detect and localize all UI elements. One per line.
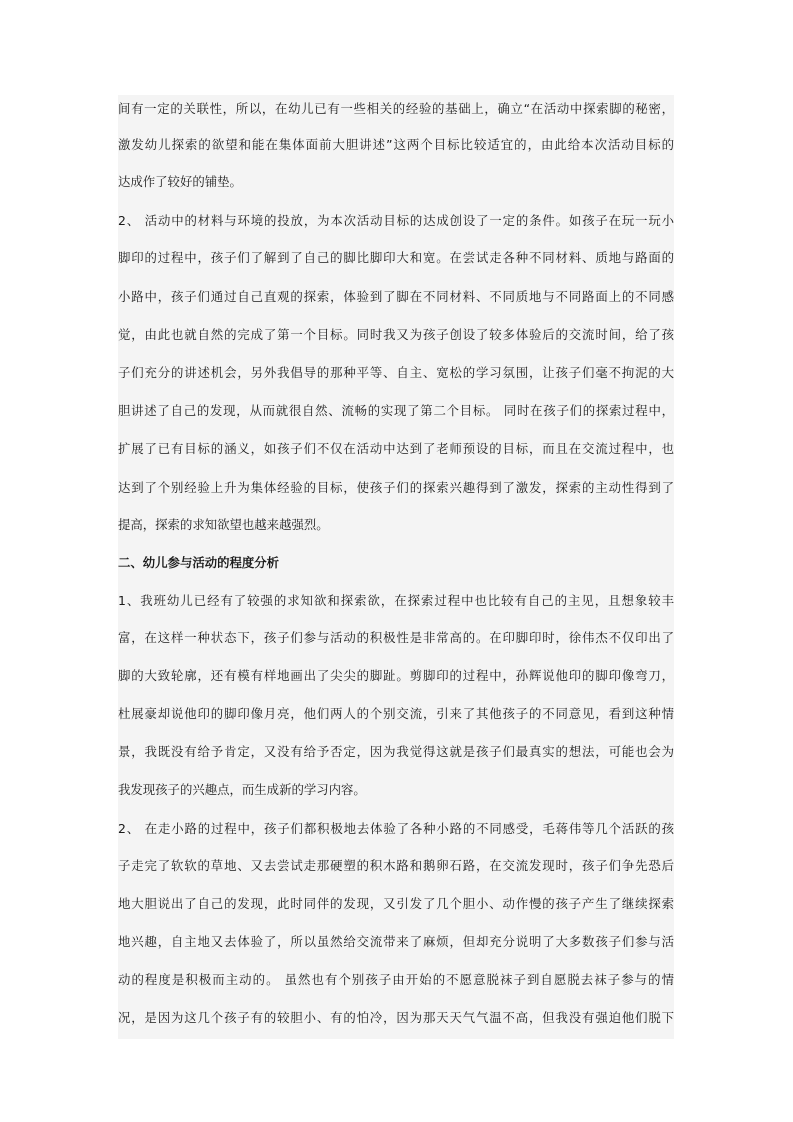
text-line: 胆讲述了自己的发现，从而就很自然、流畅的实现了第二个目标。 同时在孩子们的探索过程中，	[118, 403, 674, 418]
text-line: 脚印的过程中，孩子们了解到了自己的脚比脚印大和宽。在尝试走各种不同材料、质地与路面的	[118, 250, 674, 265]
text-line: 间有一定的关联性，所以，在幼儿已有一些相关的经验的基础上，确立“在活动中探索脚的秘密，	[118, 101, 674, 116]
text-line: 杜展豪却说他印的脚印像月亮，他们两人的个别交流，引来了其他孩子的不同意见，看到这种情	[118, 706, 674, 721]
text-line: 景，我既没有给予肯定，又没有给予否定，因为我觉得这就是孩子们最真实的想法，可能也会为	[118, 744, 674, 759]
text-line: 地大胆说出了自己的发现，此时同伴的发现，又引发了几个胆小、动作慢的孩子产生了继续探索	[118, 896, 674, 911]
text-line: 子走完了软软的草地、又去尝试走那硬塑的积木路和鹅卵石路，在交流发现时，孩子们争先恐后	[118, 858, 674, 873]
text-line: 子们充分的讲述机会，另外我倡导的那种平等、自主、宽松的学习氛围，让孩子们毫不拘泥的大	[118, 365, 674, 380]
text-line: 1、我班幼儿已经有了较强的求知欲和探索欲，在探索过程中也比较有自己的主见，且想象较丰	[118, 593, 674, 608]
text-line: 觉，由此也就自然的完成了第一个目标。同时我又为孩子创设了较多体验后的交流时间，给了孩	[118, 327, 674, 342]
text-line: 激发幼儿探索的欲望和能在集体面前大胆讲述”这两个目标比较适宜的，由此给本次活动目标的	[118, 137, 674, 152]
text-line: 提高，探索的求知欲望也越来越强烈。	[118, 517, 329, 532]
text-line: 动的程度是积极而主动的。 虽然也有个别孩子由开始的不愿意脱袜子到自愿脱去袜子参与的情	[118, 972, 674, 987]
text-line: 达到了个别经验上升为集体经验的目标，使孩子们的探索兴趣得到了激发，探索的主动性得到了	[118, 480, 674, 495]
text-line: 2、 活动中的材料与环境的投放，为本次活动目标的达成创设了一定的条件。如孩子在玩一玩小	[118, 213, 674, 228]
text-line: 况，是因为这几个孩子有的较胆小、有的怕冷，因为那天天气气温不高，但我没有强迫他们脱下	[118, 1010, 674, 1025]
text-line: 达成作了较好的铺垫。	[118, 174, 242, 189]
text-line: 我发现孩子的兴趣点，而生成新的学习内容。	[118, 782, 366, 797]
document-text-block	[118, 95, 674, 1039]
text-line: 2、 在走小路的过程中，孩子们都积极地去体验了各种小路的不同感受，毛蒋伟等几个活跃的孩	[118, 821, 674, 836]
section-heading: 二、幼儿参与活动的程度分析	[118, 555, 280, 570]
text-line: 扩展了已有目标的涵义，如孩子们不仅在活动中达到了老师预设的目标，而且在交流过程中，也	[118, 441, 674, 456]
text-line: 脚的大致轮廓，还有模有样地画出了尖尖的脚趾。剪脚印的过程中，孙辉说他印的脚印像弯刀，	[118, 668, 674, 683]
text-line: 地兴趣，自主地又去体验了，所以虽然给交流带来了麻烦，但却充分说明了大多数孩子们参与活	[118, 934, 674, 949]
text-line: 富，在这样一种状态下，孩子们参与活动的积极性是非常高的。在印脚印时，徐伟杰不仅印出了	[118, 630, 674, 645]
text-line: 小路中，孩子们通过自己直观的探索，体验到了脚在不同材料、不同质地与不同路面上的不同感	[118, 289, 674, 304]
